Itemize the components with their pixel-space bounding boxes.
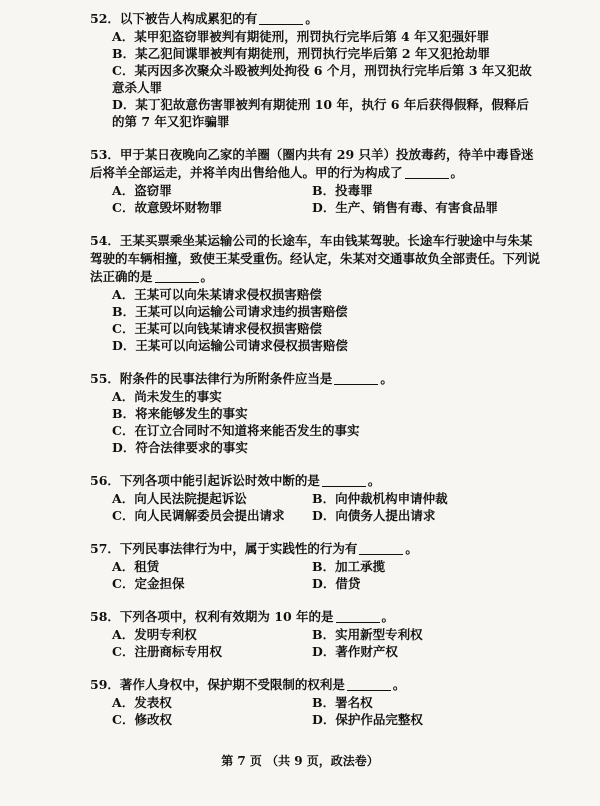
option-c: C．定金担保 xyxy=(112,576,185,591)
option-grid xyxy=(112,694,540,728)
question-stem: 59．著作人身权中，保护期不受限制的权利是 。 xyxy=(90,677,406,692)
answer-blank xyxy=(155,270,199,283)
question-stem: 55．附条件的民事法律行为所附条件应当是 。 xyxy=(90,371,393,386)
option-c: C．故意毁坏财物罪 xyxy=(112,200,222,215)
question-52 xyxy=(90,10,540,130)
question-55 xyxy=(90,370,540,456)
question-58 xyxy=(90,608,540,660)
answer-blank xyxy=(322,474,366,487)
option-d: D．符合法律要求的事实 xyxy=(112,440,248,455)
option-d: D．生产、销售有毒、有害食品罪 xyxy=(312,200,498,215)
option-d: D．借贷 xyxy=(312,576,361,591)
question-stem: 52．以下被告人构成累犯的有 。 xyxy=(90,11,318,26)
answer-blank xyxy=(334,372,378,385)
option-a: A．尚未发生的事实 xyxy=(112,389,222,404)
option-d: D．著作财产权 xyxy=(312,644,398,659)
option-c: C．注册商标专用权 xyxy=(112,644,222,659)
question-59 xyxy=(90,676,540,728)
option-d: D．王某可以向运输公司请求侵权损害赔偿 xyxy=(112,338,348,353)
answer-blank xyxy=(336,610,380,623)
question-stem: 54．王某买票乘坐某运输公司的长途车，车由钱某驾驶。长途车行驶途中与朱某驾驶的车辆相撞，致使王某受重伤。经认定，朱某对交通事故负全部责任。下列说法正确的是 。 xyxy=(90,233,541,284)
answer-blank xyxy=(259,12,303,25)
option-b: B．实用新型专利权 xyxy=(312,627,423,642)
option-a: A．租赁 xyxy=(112,559,160,574)
option-d: D．向债务人提出请求 xyxy=(312,508,436,523)
question-stem: 58．下列各项中，权利有效期为 10 年的是 。 xyxy=(90,609,395,624)
option-b: B．加工承揽 xyxy=(312,559,386,574)
option-c: C．某丙因多次聚众斗殴被判处拘役 6 个月，刑罚执行完毕后第 3 年又犯故意杀人罪 xyxy=(112,63,532,95)
option-grid xyxy=(112,626,540,660)
option-c: C．在订立合同时不知道将来能否发生的事实 xyxy=(112,423,360,438)
option-c: C．修改权 xyxy=(112,712,172,727)
option-list xyxy=(112,388,540,456)
option-b: B．王某可以向运输公司请求违约损害赔偿 xyxy=(112,304,348,319)
question-stem: 56．下列各项中能引起诉讼时效中断的是 。 xyxy=(90,473,381,488)
answer-blank xyxy=(359,542,403,555)
question-56 xyxy=(90,472,540,524)
question-54 xyxy=(90,232,540,354)
option-a: A．王某可以向朱某请求侵权损害赔偿 xyxy=(112,287,322,302)
answer-blank xyxy=(347,678,391,691)
option-a: A．盗窃罪 xyxy=(112,183,172,198)
question-57 xyxy=(90,540,540,592)
answer-blank xyxy=(405,166,449,179)
option-b: B．署名权 xyxy=(312,695,373,710)
option-b: B．将来能够发生的事实 xyxy=(112,406,248,421)
option-grid xyxy=(112,558,540,592)
option-d: D．某丁犯故意伤害罪被判有期徒刑 10 年，执行 6 年后获得假释，假释后的第 7 年又犯诈骗罪 xyxy=(112,97,529,129)
option-grid xyxy=(112,182,540,216)
option-c: C．王某可以向钱某请求侵权损害赔偿 xyxy=(112,321,322,336)
option-b: B．某乙犯间谍罪被判有期徒刑，刑罚执行完毕后第 2 年又犯抢劫罪 xyxy=(112,46,490,61)
option-d: D．保护作品完整权 xyxy=(312,712,423,727)
option-c: C．向人民调解委员会提出请求 xyxy=(112,508,285,523)
option-b: B．向仲裁机构申请仲裁 xyxy=(312,491,448,506)
option-list xyxy=(112,28,540,130)
option-b: B．投毒罪 xyxy=(312,183,373,198)
option-a: A．发表权 xyxy=(112,695,172,710)
option-a: A．某甲犯盗窃罪被判有期徒刑，刑罚执行完毕后第 4 年又犯强奸罪 xyxy=(112,29,490,44)
option-grid xyxy=(112,490,540,524)
question-stem: 53．甲于某日夜晚向乙家的羊圈（圈内共有 29 只羊）投放毒药，待羊中毒昏迷后将羊全部运走，并将羊肉出售给他人。甲的行为构成了 。 xyxy=(90,147,534,180)
option-a: A．发明专利权 xyxy=(112,627,197,642)
page-footer: 第 7 页 （共 9 页，政法卷） xyxy=(221,754,379,768)
option-a: A．向人民法院提起诉讼 xyxy=(112,491,247,506)
question-53 xyxy=(90,146,540,216)
question-stem: 57．下列民事法律行为中，属于实践性的行为有 。 xyxy=(90,541,418,556)
option-list xyxy=(112,286,540,354)
